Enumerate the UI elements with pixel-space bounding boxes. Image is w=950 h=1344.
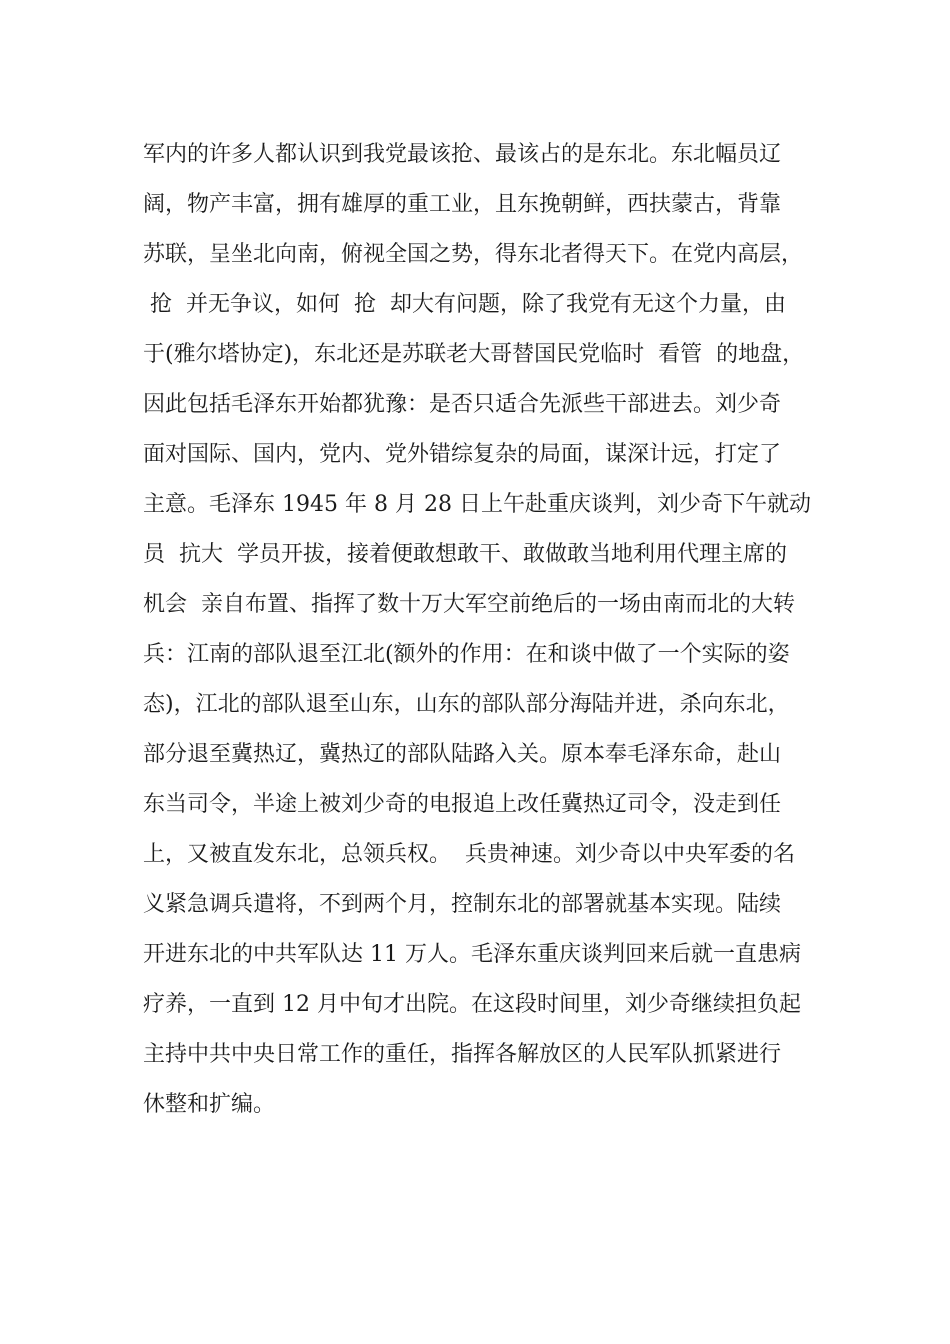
text-line: 主持中共中央日常工作的重任，指挥各解放区的人民军队抓紧进行 [143, 1042, 782, 1067]
text-line: 阔，物产丰富，拥有雄厚的重工业，且东挽朝鲜，西扶蒙古，背靠 [143, 192, 782, 217]
text-line: 因此包括毛泽东开始都犹豫：是否只适合先派些干部进去。刘少奇 [143, 392, 782, 417]
body-paragraph [143, 130, 843, 1130]
text-line: 休整和扩编。 [143, 1092, 276, 1117]
text-line: 抢 并无争议，如何 抢 却大有问题，除了我党有无这个力量，由 [143, 292, 786, 317]
text-line: 义紧急调兵遣将，不到两个月，控制东北的部署就基本实现。陆续 [143, 892, 782, 917]
text-line: 于(雅尔塔协定)，东北还是苏联老大哥替国民党临时 看管 的地盘， [143, 342, 805, 367]
text-line: 疗养，一直到 12 月中旬才出院。在这段时间里，刘少奇继续担负起 [143, 992, 801, 1017]
text-line: 机会 亲自布置、指挥了数十万大军空前绝后的一场由南而北的大转 [143, 592, 795, 617]
text-line: 兵：江南的部队退至江北(额外的作用：在和谈中做了一个实际的姿 [143, 642, 790, 667]
text-line: 开进东北的中共军队达 11 万人。毛泽东重庆谈判回来后就一直患病 [143, 942, 801, 967]
text-line: 东当司令，半途上被刘少奇的电报追上改任冀热辽司令，没走到任 [143, 792, 782, 817]
text-line: 部分退至冀热辽，冀热辽的部队陆路入关。原本奉毛泽东命，赴山 [143, 742, 782, 767]
text-line: 上，又被直发东北，总领兵权。 兵贵神速。刘少奇以中央军委的名 [143, 842, 795, 867]
text-line: 态)，江北的部队退至山东，山东的部队部分海陆并进，杀向东北， [143, 692, 790, 717]
text-line: 员 抗大 学员开拔，接着便敢想敢干、敢做敢当地利用代理主席的 [143, 542, 787, 567]
text-line: 主意。毛泽东 1945 年 8 月 28 日上午赴重庆谈判，刘少奇下午就动 [143, 492, 811, 517]
text-line: 军内的许多人都认识到我党最该抢、最该占的是东北。东北幅员辽 [143, 142, 782, 167]
text-line: 面对国际、国内，党内、党外错综复杂的局面，谋深计远，打定了 [143, 442, 782, 467]
text-line: 苏联，呈坐北向南，俯视全国之势，得东北者得天下。在党内高层， [143, 242, 804, 267]
